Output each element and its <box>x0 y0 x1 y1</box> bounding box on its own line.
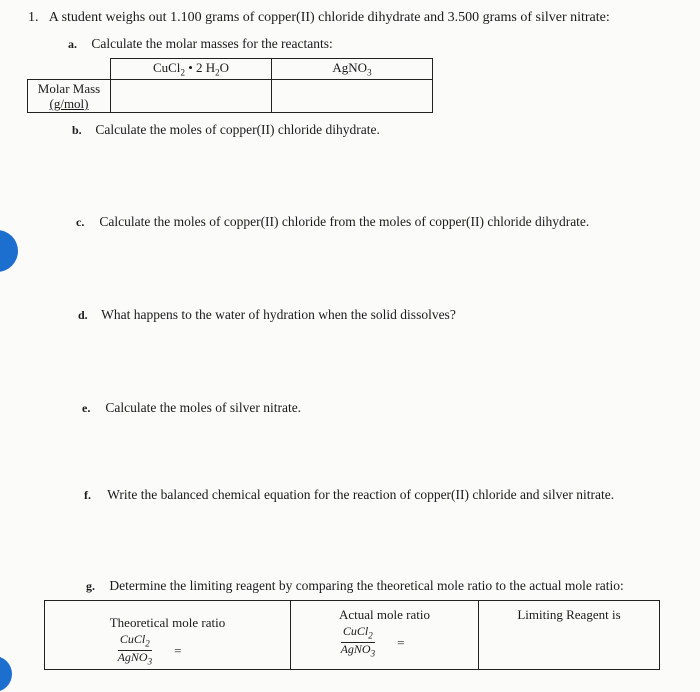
limiting-reagent-label: Limiting Reagent is <box>517 607 621 622</box>
question-title <box>28 10 610 26</box>
part-c <box>76 214 589 230</box>
part-b <box>72 122 380 138</box>
part-b-letter: b. <box>72 123 82 137</box>
actual-denominator: AgNO$_3$ <box>340 642 376 659</box>
limiting-reagent-cell[interactable] <box>479 601 660 670</box>
theoretical-denominator: AgNO$_3$ <box>117 650 153 667</box>
part-d <box>78 307 456 323</box>
part-g <box>86 578 624 594</box>
theoretical-numerator: CuCl$_2$ <box>118 633 152 651</box>
actual-ratio-label: Actual mole ratio <box>339 607 430 622</box>
theoretical-ratio-label: Theoretical mole ratio <box>109 615 226 630</box>
theoretical-fraction <box>118 633 153 669</box>
actual-ratio-expression <box>291 625 478 661</box>
question-text: A student weighs out 1.100 grams of copper(II) chloride dihydrate and 3.500 grams of silver nitrate: <box>48 10 610 25</box>
part-f <box>84 487 614 503</box>
theoretical-ratio-expression <box>45 633 290 669</box>
blue-marker-dot <box>0 230 18 272</box>
part-f-text: Write the balanced chemical equation for the reaction of copper(II) chloride and silver nitrate. <box>107 487 615 502</box>
blue-marker-dot-bottom <box>0 656 12 692</box>
actual-equals: = <box>397 634 405 650</box>
part-b-text: Calculate the moles of copper(II) chloride dihydrate. <box>95 122 380 137</box>
part-g-letter: g. <box>86 579 95 593</box>
part-c-text: Calculate the moles of copper(II) chloride from the moles of copper(II) chloride dihydrate. <box>99 214 590 229</box>
molar-mass-corner-cell <box>28 59 111 80</box>
actual-ratio-cell <box>291 601 479 670</box>
actual-fraction <box>341 625 376 661</box>
agno3-header: AgNO$_3$ <box>272 59 433 80</box>
part-e <box>82 400 301 416</box>
part-a-letter: a. <box>68 37 77 51</box>
part-f-letter: f. <box>84 488 91 502</box>
part-a-text: Calculate the molar masses for the reactants: <box>91 36 333 51</box>
part-e-letter: e. <box>82 401 91 415</box>
molar-mass-row-label: Molar Mass (g/mol) <box>28 80 111 113</box>
cucl2-header: CuCl$_2$ • 2 $H_2O$ <box>111 59 272 80</box>
part-a <box>68 36 333 52</box>
part-e-text: Calculate the moles of silver nitrate. <box>105 400 302 415</box>
part-d-text: What happens to the water of hydration when the solid dissolves? <box>101 307 456 322</box>
molar-mass-table <box>27 58 433 113</box>
agno3-molar-mass-cell[interactable] <box>272 80 433 113</box>
theoretical-ratio-cell <box>45 601 291 670</box>
part-g-text: Determine the limiting reagent by comparing the theoretical mole ratio to the actual mole ratio: <box>109 578 624 593</box>
actual-numerator: CuCl$_2$ <box>341 625 375 643</box>
theoretical-equals: = <box>174 642 182 658</box>
question-number: 1. <box>28 10 39 25</box>
cucl2-molar-mass-cell[interactable] <box>111 80 272 113</box>
part-d-letter: d. <box>78 308 88 322</box>
part-c-letter: c. <box>76 215 85 229</box>
limiting-reagent-table <box>44 600 660 670</box>
